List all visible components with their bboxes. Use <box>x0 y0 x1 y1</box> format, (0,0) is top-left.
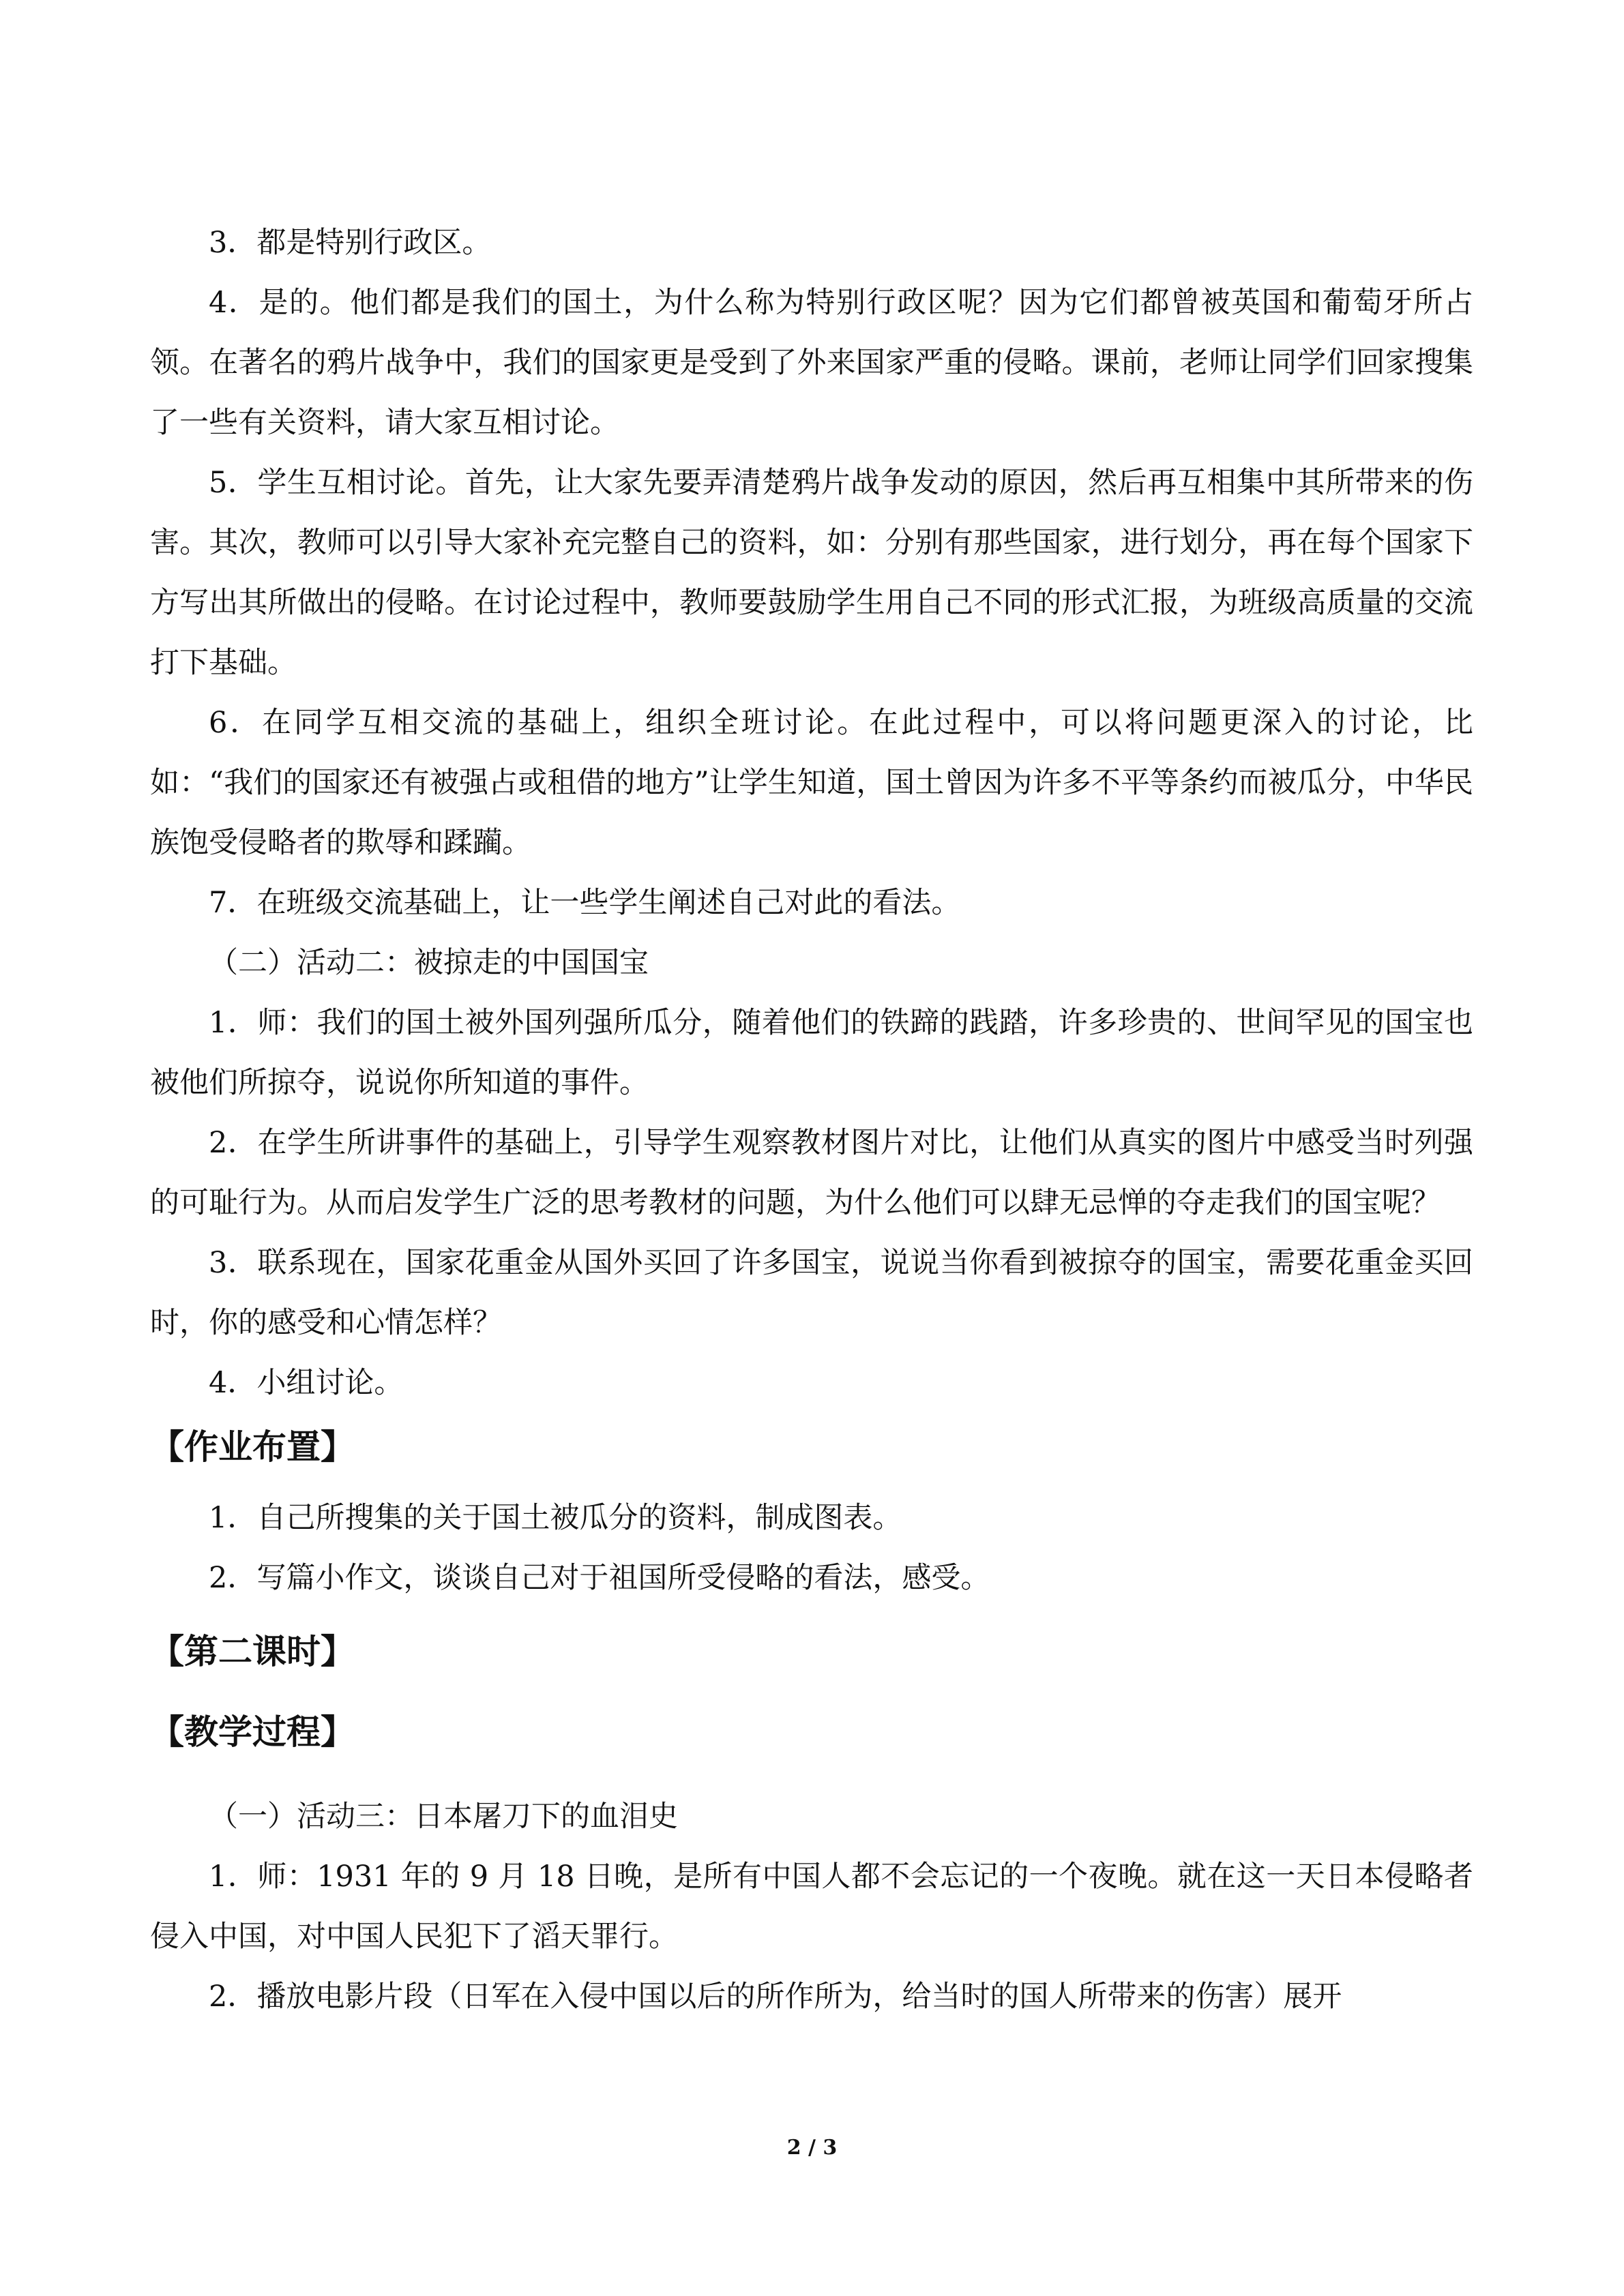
page-number: 2 / 3 <box>786 2136 838 2160</box>
activity-two-title: （二）活动二：被掠走的中国国宝 <box>209 946 649 980</box>
activity-three-item-2: 2．播放电影片段（日军在入侵中国以后的所作所为，给当时的国人所带来的伤害）展开 <box>209 1980 1342 2014</box>
second-lesson-heading: 【第二课时】 <box>150 1632 355 1671</box>
activity-two-item-4: 4．小组讨论。 <box>209 1366 404 1400</box>
activity-three-title: （一）活动三：日本屠刀下的血泪史 <box>209 1800 678 1834</box>
paragraph-item-5: 5．学生互相讨论。首先，让大家先要弄清楚鸦片战争发动的原因，然后再互相集中其所带来的伤害。其次，教师可以引导大家补充完整自己的资料，如：分别有那些国家，进行划分，再在每个国家下方写出其所做出的侵略。在讨论过程中，教师要鼓励学生用自己不同的形式汇报，为班级高质量的交流打下基础。 <box>150 466 1473 680</box>
paragraph-item-6: 6．在同学互相交流的基础上，组织全班讨论。在此过程中，可以将问题更深入的讨论，比如：“我们的国家还有被强占或租借的地方”让学生知道，国土曾因为许多不平等条约而被瓜分，中华民族饱受侵略者的欺辱和蹂躏。 <box>150 706 1473 860</box>
teaching-process-heading: 【教学过程】 <box>150 1712 355 1752</box>
paragraph-item-3: 3．都是特别行政区。 <box>209 226 492 260</box>
homework-item-2: 2．写篇小作文，谈谈自己对于祖国所受侵略的看法，感受。 <box>209 1561 990 1595</box>
paragraph-item-7: 7．在班级交流基础上，让一些学生阐述自己对此的看法。 <box>209 886 961 920</box>
paragraph-item-4: 4．是的。他们都是我们的国土，为什么称为特别行政区呢？因为它们都曾被英国和葡萄牙所占领。在著名的鸦片战争中，我们的国家更是受到了外来国家严重的侵略。课前，老师让同学们回家搜集了一些有关资料，请大家互相讨论。 <box>150 286 1473 440</box>
activity-two-item-3: 3．联系现在，国家花重金从国外买回了许多国宝，说说当你看到被掠夺的国宝，需要花重金买回时，你的感受和心情怎样？ <box>150 1246 1473 1340</box>
page-content <box>150 213 1473 2027</box>
activity-three-item-1: 1．师：1931 年的 9 月 18 日晚，是所有中国人都不会忘记的一个夜晚。就在这一天日本侵略者侵入中国，对中国人民犯下了滔天罪行。 <box>150 1860 1473 1954</box>
homework-heading: 【作业布置】 <box>150 1427 355 1467</box>
homework-item-1: 1．自己所搜集的关于国土被瓜分的资料，制成图表。 <box>209 1501 902 1535</box>
activity-two-item-2: 2．在学生所讲事件的基础上，引导学生观察教材图片对比，让他们从真实的图片中感受当时列强的可耻行为。从而启发学生广泛的思考教材的问题，为什么他们可以肆无忌惮的夺走我们的国宝呢？ <box>150 1126 1473 1220</box>
activity-two-item-1: 1．师：我们的国土被外国列强所瓜分，随着他们的铁蹄的践踏，许多珍贵的、世间罕见的国宝也被他们所掠夺，说说你所知道的事件。 <box>150 1006 1473 1100</box>
